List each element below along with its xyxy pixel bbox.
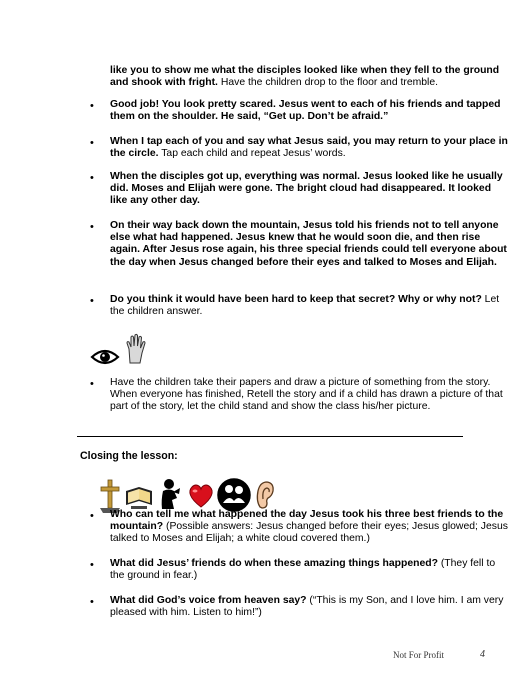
bullet: •	[90, 510, 94, 522]
bold-text: When I tap each of you and say what Jesus said, you may return to your place in the circle.	[110, 136, 508, 160]
bullet: •	[90, 221, 94, 233]
bold-text: Who can tell me what happened the day Jesus took his three best friends to the mountain?	[110, 509, 504, 533]
eye-icon	[90, 348, 120, 366]
normal-text: (“This is my Son, and I love him. I am very pleased with him. Listen to him!”)	[110, 595, 504, 619]
bullet-item	[110, 294, 510, 318]
section-divider	[77, 436, 463, 437]
hand-icon	[124, 333, 148, 365]
bullet-item	[110, 171, 510, 208]
bible-icon	[123, 483, 155, 511]
bold-text: like you to show me what the disciples looked like when they fell to the ground and shook with fright.	[110, 65, 500, 89]
normal-text: (They fell to the ground in fear.)	[110, 558, 496, 582]
normal-text: (Possible answers: Jesus changed before their eyes; Jesus glowed; Jesus talked to Moses and Elijah; a white cloud covered them.)	[110, 521, 508, 545]
bullet: •	[90, 559, 94, 571]
page-number: 4	[480, 649, 485, 660]
normal-text: Have the children take their papers and draw a picture of something from the story. When everyone has finished, Retell the story and if a child has drawn a picture of that part of the story, let the child stand and show the class his/her picture.	[110, 377, 503, 413]
praying-person-icon	[159, 478, 183, 512]
people-icon	[217, 477, 251, 513]
bold-text: When the disciples got up, everything was normal. Jesus looked like he usually did. Moses and Elijah were gone. The bright cloud had disappeared. It looked like any other day.	[110, 171, 503, 207]
bold-text: Do you think it would have been hard to keep that secret? Why or why not?	[110, 294, 482, 305]
normal-text: Let the children answer.	[110, 294, 500, 318]
bullet: •	[90, 137, 94, 149]
bold-text: Good job! You look pretty scared. Jesus went to each of his friends and tapped them on the shoulder. He said, “Get up. Don’t be afraid.”	[110, 99, 501, 123]
normal-text: Tap each child and repeat Jesus’ words.	[158, 148, 346, 160]
closing-item	[110, 509, 510, 546]
bullet: •	[90, 172, 94, 184]
closing-item	[110, 558, 510, 582]
bullet: •	[90, 100, 94, 112]
closing-item	[110, 595, 510, 619]
bold-text: What did Jesus’ friends do when these amazing things happened?	[110, 558, 438, 569]
bullet: •	[90, 295, 94, 307]
normal-text: Have the children drop to the floor and tremble.	[217, 77, 439, 89]
activity-text	[110, 377, 510, 414]
footer-text: Not For Profit	[393, 650, 445, 660]
ear-icon	[254, 479, 276, 511]
bold-text: On their way back down the mountain, Jesus told his friends not to tell anyone else what had happened. Jesus knew that he would soon die, and then rise again. After Jesus rose again, his three special friends could tell everyone about the day when Jesus changed before their eyes and talked to Moses and Elijah.	[110, 220, 507, 268]
bullet: •	[90, 596, 94, 608]
heart-icon	[187, 483, 215, 509]
bold-text: What did God’s voice from heaven say?	[110, 595, 307, 606]
bullet: •	[90, 378, 94, 390]
continuation-paragraph	[110, 65, 510, 89]
bullet-item	[110, 99, 510, 123]
bullet-item	[110, 220, 510, 269]
bullet-item	[110, 136, 510, 160]
closing-heading: Closing the lesson:	[80, 450, 178, 462]
